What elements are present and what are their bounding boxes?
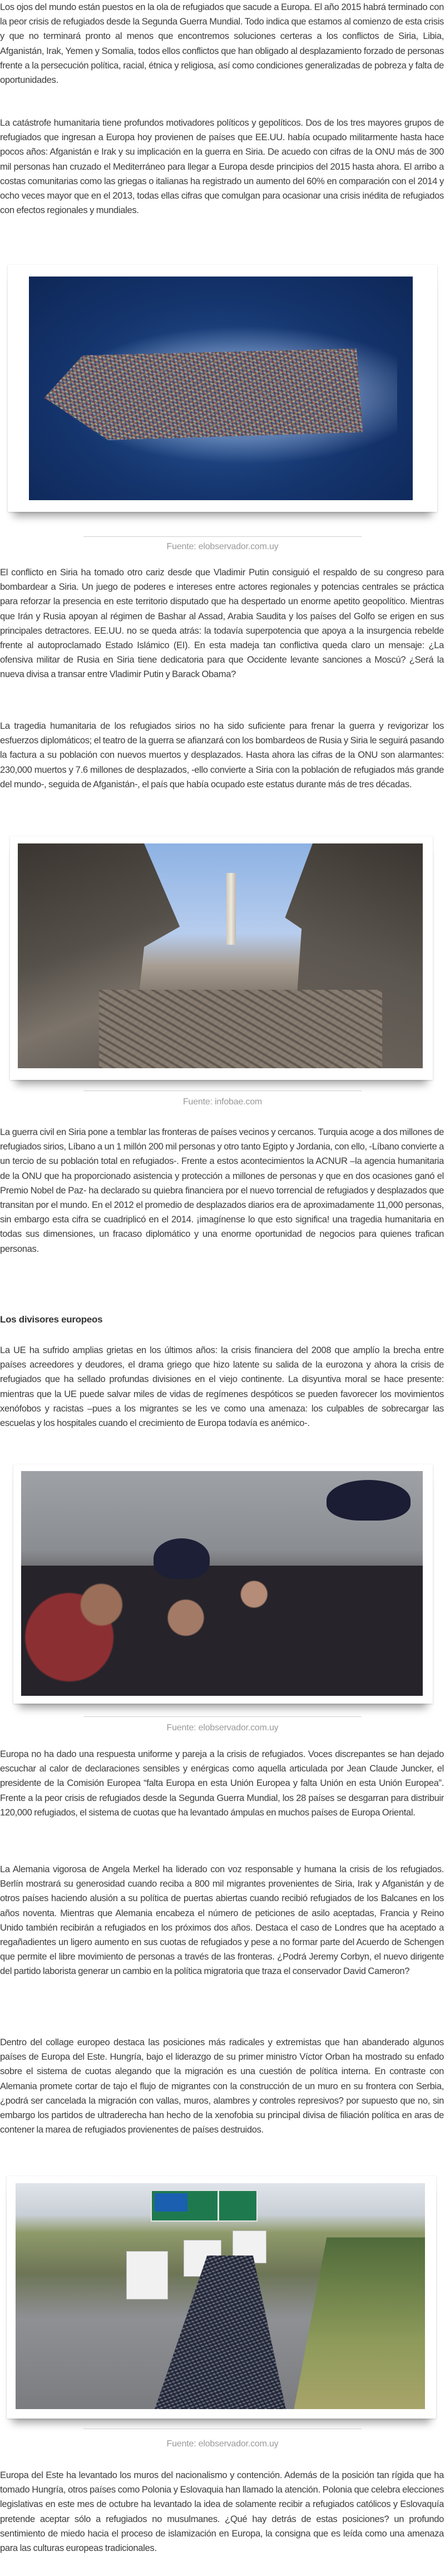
figure-caption: Fuente: infobae.com <box>182 1097 263 1107</box>
highway-sign-pazarkule <box>155 2193 187 2211</box>
crowd-shape <box>155 2256 286 2409</box>
roadside-vegetation <box>294 2237 425 2409</box>
paragraph-eastern-radicals: Dentro del collage europeo destaca las posiciones más radicales y extremistas que han abanderado algunos países de Europa del Este. Hungría, bajo el liderazgo de su primer ministro Víctor Orban ha mostrado su enfado sobre el sistema de cuotas alegando que la migración es una cuestión de política interna. En contraste con Alemania promete cortar de tajo el flujo de migrantes con la construcción de un muro en su frontera con Serbia, ¿podrá ser cancelada la migración con vallas, muros, alambres y controles represivos? por supuesto que no, sin embargo los partidos de ultraderecha han hecho de la xenofobia su principal divisa de filiación política en aras de contener la marea de refugiados provienentes de países destruidos. <box>0 2037 444 2135</box>
paragraph-humanitarian-tragedy: La tragedia humanitaria de los refugiados sirios no ha sido suficiente para frenar la guerra y revigorizar los esfuerzos diplomáticos; el teatro de la guerra se afianzará con los bombardeos de Rusia y Siria le seguirá pasando la factura a su población con nuevos muertos y desplazados. Hasta ahora las cifras de la ONU son alarmantes: 230,000 muertos y 7.6 millones de desplazados, -ello convierte a Siria con la población de refugiados más grande del mundo-, seguida de Afganistán-, el país que había ocupado este estatus durante más de tres décadas. <box>0 721 444 789</box>
caption-divider <box>83 536 362 537</box>
paragraph-neighbor-borders: La guerra civil en Siria pone a temblar las fronteras de países vecinos y cercanos. Turquia acoge a dos millones de refugiados sirios, Líbano a un 1 millón 200 mil personas y otro tanto Egipto y Jordania, con ello, -Líbano convierte a un tercio de su población total en refugiados-. Frente a estos acontecimientos la ACNUR –la agencia humanitaria de la ONU que ha proporcionado asistencia y protección a millones de personas y que en dos ocasiones ganó el Premio Nobel de Paz- ha declarado su quiebra financiera por el nuevo torrencial de refugiados y desplazados que transitan por el mundo. En el 2012 el promedio de desplazados diarios era de aproximadamente 11,000 personas, sin embargo esta cifra se cuadriplicó en el 2014. ¡imagínense lo que esto significa! una tragedia humanitaria en todas sus dimensiones, un fracaso diplomático y una enorme oportunidad de negocios para quienes trafican personas. <box>0 1127 444 1254</box>
photo-refugees-highway <box>16 2183 425 2409</box>
caption-divider <box>83 1090 362 1091</box>
paragraph-intro: Los ojos del mundo están puestos en la ola de refugiados que sacude a Europa. El año 2015 habrá terminado con la peor crisis de refugiados desde la Segunda Guerra Mundial. Todo indica que estamos al comienzo de esta crisis y que no terminará pronto al menos que encontremos soluciones certeras a los conflictos de Siria, Libia, Afganistán, Irak, Yemen y Somalia, todos ellos conflictos que han obligado al desplazamiento forzado de personas frente a la persecución política, racial, étnica y religiosa, así como condiciones generalizadas de pobreza y falta de oportunidades. <box>0 2 444 86</box>
truck-ekol <box>126 2251 169 2299</box>
paragraph-eu-cracks: La UE ha sufrido amplias grietas en los últimos años: la crisis financiera del 2008 que amplío la brecha entre países acreedores y deudores, el drama griego que hizo latente su salida de la eurozona y ahora la crisis de refugiados que ha sellado profundas divisiones en el viejo continente. La disyuntiva moral se hace presente: mientras que la UE puede salvar miles de vidas de regímenes despóticos se pueden favorecer los movimientos xenófobos y racistas –pues a los migrantes se les ve como una amenaza: los culpables de sobrecargar las escuelas y los hospitales cuando el crecimiento de Europa todavía es anémico-. <box>0 1345 444 1429</box>
photo-frame <box>10 836 433 1080</box>
rubble-shape <box>99 990 383 1068</box>
photo-frame <box>8 265 437 512</box>
paragraph-germany: La Alemania vigorosa de Angela Merkel ha liderado con voz responsable y humana la crisis de los refugiados. Berlín mostrará su generosidad cuando reciba a 800 mil migrantes provenientes de Siria, Irak y Afganistán y de otros países haciendo alusión a su política de puertas abiertas cuando recibió refugiados de los Balcanes en los años noventa. Mientras que Alemania encabeza el número de peticiones de asilo aceptadas, Francia y Reino Unido también recibirán a refugiados en los próximos dos años. Destaca el caso de Londres que ha aceptado a regañadientes un ligero aumento en sus cuotas de refugiados y pese a no formar parte del Acuerdo de Schengen que permite el libre movimiento de personas a través de las fronteras. ¿Podrá Jeremy Corbyn, el nuevo dirigente del partido laborista generar un cambio en la política migratoria que traza el conservador David Cameron? <box>0 1864 444 1977</box>
minaret-shape <box>226 873 236 945</box>
photo-frame <box>7 2176 436 2419</box>
figure-caption: Fuente: elobservador.com.uy <box>166 2439 279 2449</box>
paragraph-europe-response: Europa no ha dado una respuesta uniforme y pareja a la crisis de refugiados. Voces discrepantes se han dejado escuchar al calor de declaraciones sensibles y enérgicas como aquella articulada por Jean Claude Juncker, el presidente de la Comisión Europea “falta Europa en esta Unión Europea y falta Unión en esta Unión Europea”. Frente a la peor crisis de refugiados desde la Segunda Guerra Mundial, los 28 países se desgarran para distribuir 120,000 refugiados, el sistema de cuotas que ha levantado ámpulas en muchos países de Europa Oriental. <box>0 1749 444 1818</box>
highway-sign-edirne <box>218 2190 257 2222</box>
photo-destroyed-buildings <box>18 843 423 1068</box>
crowd-shape <box>21 1566 423 1696</box>
paragraph-syria-conflict: El conflicto en Siria ha tomado otro cariz desde que Vladimir Putin consiguió el respaldo de su congreso para bombardear a Siria. Un juego de poderes e intereses entre actores regionales y potencias centrales se práctica para reforzar la presencia en este territorio disputado que ha despertado un enorme apetito geopolítico. Mientras que Irán y Rusia apoyan al régimen de Bashar al Assad, Arabia Saudita y los países del Golfo se erigen en sus principales detractores. EE.UU. no se queda atrás: la todavía superpotencia que apoya a la insurgencia rebelde frente al autoproclamado Estado Islámico (EI). En esta madeja tan conflictiva queda claro un mensaje: ¿La ofensiva militar de Rusia en Siria tiene dedicatoria para que Occidente levante sanciones a Moscú? ¿Será la nueva divisa a transar entre Vladimir Putin y Barack Obama? <box>0 567 444 680</box>
photo-frame <box>13 1464 433 1704</box>
police-beret-left <box>154 1538 210 1579</box>
paragraph-eastern-walls: Europa del Este ha levantado los muros del nacionalismo y contención. Además de la posición tan rígida que ha tomado Hungría, otros países como Polonia y Eslovaquia han llamado la atención. Polonia que celebra elecciones legislativas en este mes de octubre ha levantado la idea de solamente recibir a refugiados católicos y Eslovaquía pretende aceptar sólo a refugiados no musulmanes. ¿Qué hay detrás de estas posiciones? un profundo sentimiento de miedo hacia el proceso de islamización en Europa, la consigna que es leída como una amenaza para las culturas europeas tradicionales. <box>0 2470 444 2554</box>
section-heading: Los divisores europeos <box>0 1314 103 1325</box>
photo-police-refugees <box>21 1471 423 1696</box>
figure-caption: Fuente: elobservador.com.uy <box>166 1723 279 1733</box>
boat-shape <box>44 344 363 442</box>
caption-divider <box>83 1716 362 1717</box>
figure-caption: Fuente: elobservador.com.uy <box>166 542 279 551</box>
photo-refugee-boat <box>29 277 413 500</box>
police-beret-right <box>327 1480 411 1521</box>
paragraph-geopolitics: La catástrofe humanitaria tiene profundos motivadores políticos y gepolíticos. Dos de los tres mayores grupos de refugiados que ingresan a Europa hoy provienen de países que EE.UU. había ocupado militarmente hasta hace pocos años: Afganistán e Irak y su implicación en la guerra en Siria. De acuedo con cifras de la ONU más de 300 mil personas han cruzado el Mediterráneo para llegar a Europa desde principios del 2015 hasta ahora. El arribo a costas comunitarias como las griegas o italianas ha registrado un aumento del 60% en comparación con el 2014 y ocho veces mayor que en el 2013, todas ellas cifras que comulgan para ocasionar una crisis inédita de refugiados con efectos regionales y mundiales. <box>0 117 444 216</box>
